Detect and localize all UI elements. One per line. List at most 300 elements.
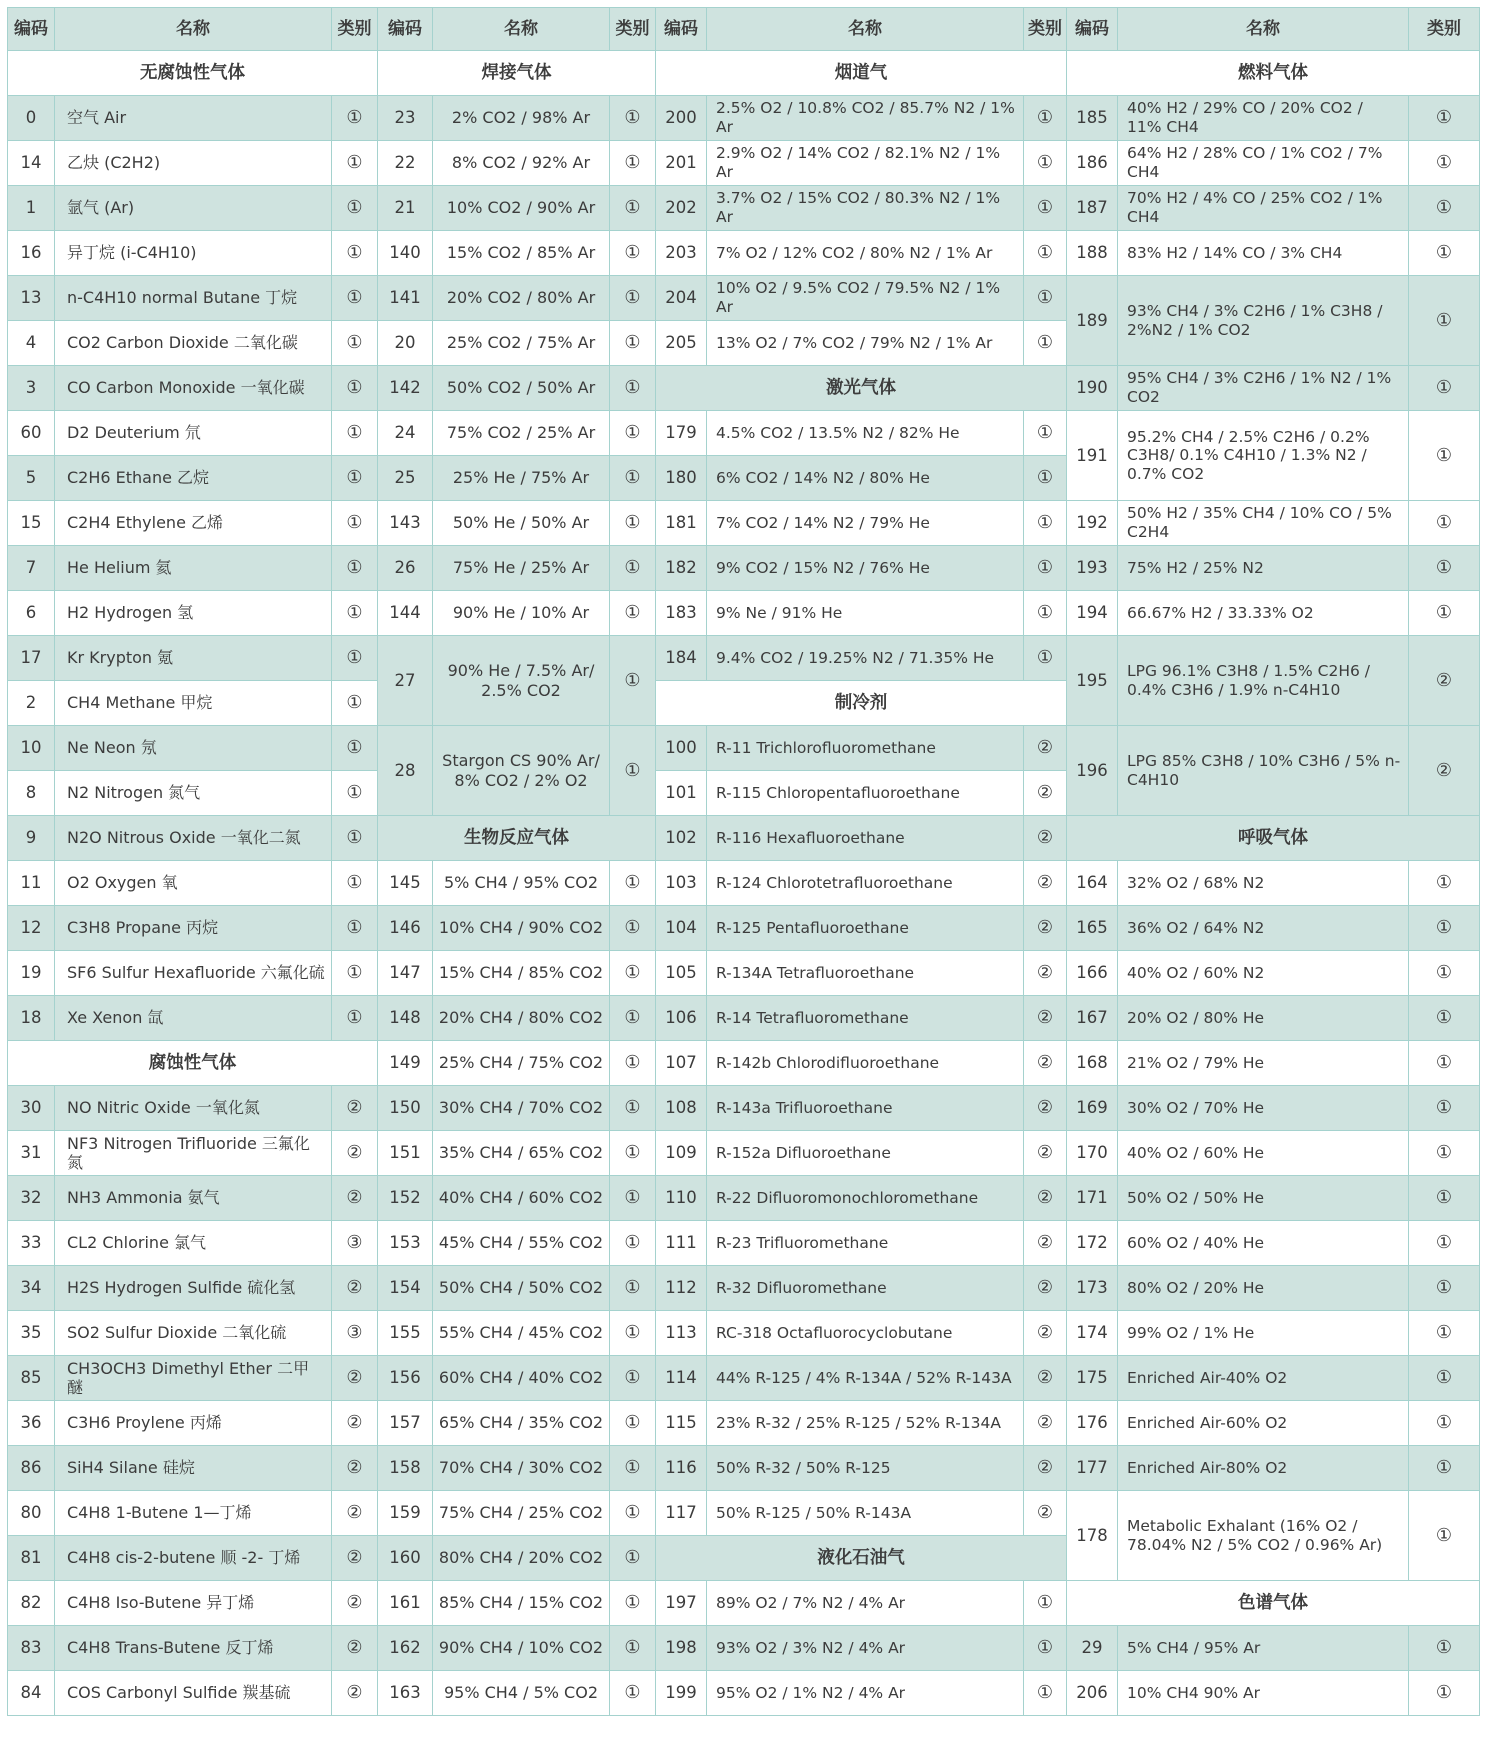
gas-code-table xyxy=(7,7,1480,1716)
name-cell: 5% CH4 / 95% CO2 xyxy=(433,861,609,905)
name-cell: 5% CH4 / 95% Ar xyxy=(1118,1626,1408,1670)
name-cell: 50% CO2 / 50% Ar xyxy=(433,366,609,410)
name-cell: 99% O2 / 1% He xyxy=(1118,1311,1408,1355)
code-cell: 23 xyxy=(378,96,432,140)
code-cell: 21 xyxy=(378,186,432,230)
name-cell: 2% CO2 / 98% Ar xyxy=(433,96,609,140)
name-cell: NO Nitric Oxide 一氧化氮 xyxy=(55,1086,331,1130)
category-badge: ① xyxy=(610,186,655,230)
code-cell: 10 xyxy=(8,726,54,770)
category-badge: ① xyxy=(610,1311,655,1355)
code-cell: 204 xyxy=(656,276,706,320)
code-cell: 113 xyxy=(656,1311,706,1355)
name-cell: 25% He / 75% Ar xyxy=(433,456,609,500)
code-cell: 19 xyxy=(8,951,54,995)
code-cell: 5 xyxy=(8,456,54,500)
category-badge: ① xyxy=(332,366,377,410)
code-cell: 192 xyxy=(1067,501,1117,545)
name-cell: 95.2% CH4 / 2.5% C2H6 / 0.2% C3H8/ 0.1% C4H10 / 1.3% N2 / 0.7% CO2 xyxy=(1118,411,1408,500)
category-badge: ① xyxy=(610,1536,655,1580)
name-cell: 40% O2 / 60% N2 xyxy=(1118,951,1408,995)
column-header-name: 名称 xyxy=(433,8,609,50)
name-cell: 40% H2 / 29% CO / 20% CO2 / 11% CH4 xyxy=(1118,96,1408,140)
name-cell: 83% H2 / 14% CO / 3% CH4 xyxy=(1118,231,1408,275)
category-badge: ① xyxy=(1409,276,1479,365)
name-cell: 35% CH4 / 65% CO2 xyxy=(433,1131,609,1175)
category-badge: ② xyxy=(332,1086,377,1130)
name-cell: 95% CH4 / 5% CO2 xyxy=(433,1671,609,1715)
name-cell: 70% CH4 / 30% CO2 xyxy=(433,1446,609,1490)
code-cell: 198 xyxy=(656,1626,706,1670)
name-cell: CL2 Chlorine 氯气 xyxy=(55,1221,331,1265)
category-badge: ① xyxy=(1409,1671,1479,1715)
name-cell: 20% CH4 / 80% CO2 xyxy=(433,996,609,1040)
code-cell: 203 xyxy=(656,231,706,275)
category-badge: ① xyxy=(1409,1086,1479,1130)
name-cell: 50% H2 / 35% CH4 / 10% CO / 5% C2H4 xyxy=(1118,501,1408,545)
category-badge: ② xyxy=(332,1536,377,1580)
code-cell: 158 xyxy=(378,1446,432,1490)
name-cell: Metabolic Exhalant (16% O2 / 78.04% N2 / 5% CO2 / 0.96% Ar) xyxy=(1118,1491,1408,1580)
category-badge: ② xyxy=(1024,1401,1066,1445)
section-header: 焊接气体 xyxy=(378,51,655,95)
code-cell: 8 xyxy=(8,771,54,815)
category-badge: ① xyxy=(332,141,377,185)
code-cell: 181 xyxy=(656,501,706,545)
category-badge: ① xyxy=(1024,501,1066,545)
name-cell: 65% CH4 / 35% CO2 xyxy=(433,1401,609,1445)
category-badge: ① xyxy=(610,276,655,320)
code-cell: 190 xyxy=(1067,366,1117,410)
category-badge: ① xyxy=(1409,1356,1479,1400)
category-badge: ② xyxy=(332,1131,377,1175)
name-cell: 10% O2 / 9.5% CO2 / 79.5% N2 / 1% Ar xyxy=(707,276,1023,320)
code-cell: 205 xyxy=(656,321,706,365)
code-cell: 105 xyxy=(656,951,706,995)
name-cell: R-124 Chlorotetrafluoroethane xyxy=(707,861,1023,905)
code-cell: 172 xyxy=(1067,1221,1117,1265)
code-cell: 151 xyxy=(378,1131,432,1175)
code-cell: 141 xyxy=(378,276,432,320)
name-cell: Enriched Air-60% O2 xyxy=(1118,1401,1408,1445)
name-cell: 30% CH4 / 70% CO2 xyxy=(433,1086,609,1130)
name-cell: C4H8 cis-2-butene 顺 -2- 丁烯 xyxy=(55,1536,331,1580)
name-cell: 44% R-125 / 4% R-134A / 52% R-143A xyxy=(707,1356,1023,1400)
code-cell: 3 xyxy=(8,366,54,410)
column-header-name: 名称 xyxy=(55,8,331,50)
name-cell: COS Carbonyl Sulfide 羰基硫 xyxy=(55,1671,331,1715)
name-cell: NF3 Nitrogen Trifluoride 三氟化氮 xyxy=(55,1131,331,1175)
category-badge: ① xyxy=(332,996,377,1040)
code-cell: 206 xyxy=(1067,1671,1117,1715)
name-cell: 50% He / 50% Ar xyxy=(433,501,609,545)
code-cell: 60 xyxy=(8,411,54,455)
category-badge: ② xyxy=(1409,726,1479,815)
name-cell: 10% CH4 90% Ar xyxy=(1118,1671,1408,1715)
code-cell: 82 xyxy=(8,1581,54,1625)
code-cell: 165 xyxy=(1067,906,1117,950)
name-cell: 20% O2 / 80% He xyxy=(1118,996,1408,1040)
category-badge: ① xyxy=(332,411,377,455)
category-badge: ① xyxy=(332,636,377,680)
category-badge: ① xyxy=(1409,951,1479,995)
code-cell: 17 xyxy=(8,636,54,680)
category-badge: ② xyxy=(332,1671,377,1715)
code-cell: 16 xyxy=(8,231,54,275)
code-cell: 196 xyxy=(1067,726,1117,815)
code-cell: 115 xyxy=(656,1401,706,1445)
name-cell: 93% O2 / 3% N2 / 4% Ar xyxy=(707,1626,1023,1670)
column-header-category: 类别 xyxy=(332,8,377,50)
code-cell: 152 xyxy=(378,1176,432,1220)
name-cell: SO2 Sulfur Dioxide 二氧化硫 xyxy=(55,1311,331,1355)
category-badge: ① xyxy=(332,681,377,725)
name-cell: R-11 Trichlorofluoromethane xyxy=(707,726,1023,770)
code-cell: 149 xyxy=(378,1041,432,1085)
category-badge: ① xyxy=(610,726,655,815)
category-badge: ① xyxy=(610,1221,655,1265)
category-badge: ③ xyxy=(332,1221,377,1265)
category-badge: ② xyxy=(1024,726,1066,770)
category-badge: ① xyxy=(1409,366,1479,410)
name-cell: C2H4 Ethylene 乙烯 xyxy=(55,501,331,545)
category-badge: ② xyxy=(332,1356,377,1400)
category-badge: ① xyxy=(610,861,655,905)
name-cell: 10% CH4 / 90% CO2 xyxy=(433,906,609,950)
code-cell: 162 xyxy=(378,1626,432,1670)
category-badge: ① xyxy=(1409,96,1479,140)
name-cell: 80% CH4 / 20% CO2 xyxy=(433,1536,609,1580)
code-cell: 86 xyxy=(8,1446,54,1490)
section-header: 烟道气 xyxy=(656,51,1066,95)
code-cell: 114 xyxy=(656,1356,706,1400)
code-cell: 176 xyxy=(1067,1401,1117,1445)
category-badge: ② xyxy=(1024,1131,1066,1175)
name-cell: 2.5% O2 / 10.8% CO2 / 85.7% N2 / 1% Ar xyxy=(707,96,1023,140)
name-cell: 64% H2 / 28% CO / 1% CO2 / 7% CH4 xyxy=(1118,141,1408,185)
gas-table-group-1 xyxy=(8,8,377,1715)
category-badge: ① xyxy=(1409,1041,1479,1085)
category-badge: ① xyxy=(1024,1626,1066,1670)
code-cell: 11 xyxy=(8,861,54,905)
name-cell: 4.5% CO2 / 13.5% N2 / 82% He xyxy=(707,411,1023,455)
code-cell: 161 xyxy=(378,1581,432,1625)
name-cell: 93% CH4 / 3% C2H6 / 1% C3H8 / 2%N2 / 1% CO2 xyxy=(1118,276,1408,365)
name-cell: R-32 Difluoromethane xyxy=(707,1266,1023,1310)
column-header-category: 类别 xyxy=(610,8,655,50)
name-cell: Stargon CS 90% Ar/ 8% CO2 / 2% O2 xyxy=(433,726,609,815)
name-cell: Ne Neon 氖 xyxy=(55,726,331,770)
column-header-category: 类别 xyxy=(1024,8,1066,50)
code-cell: 14 xyxy=(8,141,54,185)
category-badge: ① xyxy=(1024,456,1066,500)
category-badge: ① xyxy=(1409,186,1479,230)
category-badge: ① xyxy=(610,906,655,950)
category-badge: ② xyxy=(1024,861,1066,905)
category-badge: ① xyxy=(332,816,377,860)
name-cell: 40% CH4 / 60% CO2 xyxy=(433,1176,609,1220)
name-cell: 66.67% H2 / 33.33% O2 xyxy=(1118,591,1408,635)
name-cell: 85% CH4 / 15% CO2 xyxy=(433,1581,609,1625)
category-badge: ① xyxy=(332,726,377,770)
category-badge: ① xyxy=(332,321,377,365)
code-cell: 199 xyxy=(656,1671,706,1715)
category-badge: ① xyxy=(1409,1491,1479,1580)
name-cell: 90% He / 7.5% Ar/ 2.5% CO2 xyxy=(433,636,609,725)
name-cell: RC-318 Octafluorocyclobutane xyxy=(707,1311,1023,1355)
category-badge: ① xyxy=(332,231,377,275)
name-cell: CO2 Carbon Dioxide 二氧化碳 xyxy=(55,321,331,365)
name-cell: He Helium 氦 xyxy=(55,546,331,590)
name-cell: 7% O2 / 12% CO2 / 80% N2 / 1% Ar xyxy=(707,231,1023,275)
name-cell: SiH4 Silane 硅烷 xyxy=(55,1446,331,1490)
name-cell: 40% O2 / 60% He xyxy=(1118,1131,1408,1175)
name-cell: 50% R-32 / 50% R-125 xyxy=(707,1446,1023,1490)
column-header-name: 名称 xyxy=(1118,8,1408,50)
code-cell: 0 xyxy=(8,96,54,140)
code-cell: 173 xyxy=(1067,1266,1117,1310)
code-cell: 189 xyxy=(1067,276,1117,365)
name-cell: 95% CH4 / 3% C2H6 / 1% N2 / 1% CO2 xyxy=(1118,366,1408,410)
name-cell: 80% O2 / 20% He xyxy=(1118,1266,1408,1310)
name-cell: 25% CH4 / 75% CO2 xyxy=(433,1041,609,1085)
code-cell: 177 xyxy=(1067,1446,1117,1490)
code-cell: 112 xyxy=(656,1266,706,1310)
name-cell: 75% CO2 / 25% Ar xyxy=(433,411,609,455)
column-header-name: 名称 xyxy=(707,8,1023,50)
name-cell: 90% CH4 / 10% CO2 xyxy=(433,1626,609,1670)
category-badge: ① xyxy=(332,186,377,230)
category-badge: ① xyxy=(332,906,377,950)
category-badge: ① xyxy=(610,456,655,500)
category-badge: ① xyxy=(610,501,655,545)
name-cell: 95% O2 / 1% N2 / 4% Ar xyxy=(707,1671,1023,1715)
name-cell: CH3OCH3 Dimethyl Ether 二甲醚 xyxy=(55,1356,331,1400)
name-cell: 15% CH4 / 85% CO2 xyxy=(433,951,609,995)
code-cell: 188 xyxy=(1067,231,1117,275)
category-badge: ② xyxy=(332,1176,377,1220)
category-badge: ① xyxy=(1024,591,1066,635)
category-badge: ① xyxy=(1409,231,1479,275)
code-cell: 30 xyxy=(8,1086,54,1130)
code-cell: 175 xyxy=(1067,1356,1117,1400)
name-cell: 9% CO2 / 15% N2 / 76% He xyxy=(707,546,1023,590)
category-badge: ① xyxy=(332,546,377,590)
code-cell: 25 xyxy=(378,456,432,500)
code-cell: 29 xyxy=(1067,1626,1117,1670)
code-cell: 184 xyxy=(656,636,706,680)
code-cell: 31 xyxy=(8,1131,54,1175)
code-cell: 180 xyxy=(656,456,706,500)
section-header: 呼吸气体 xyxy=(1067,816,1479,860)
category-badge: ① xyxy=(610,546,655,590)
code-cell: 34 xyxy=(8,1266,54,1310)
category-badge: ① xyxy=(1024,321,1066,365)
name-cell: D2 Deuterium 氘 xyxy=(55,411,331,455)
code-cell: 153 xyxy=(378,1221,432,1265)
name-cell: 9% Ne / 91% He xyxy=(707,591,1023,635)
code-cell: 106 xyxy=(656,996,706,1040)
category-badge: ① xyxy=(1024,636,1066,680)
category-badge: ① xyxy=(1409,411,1479,500)
category-badge: ① xyxy=(610,1086,655,1130)
code-cell: 83 xyxy=(8,1626,54,1670)
category-badge: ① xyxy=(610,1176,655,1220)
category-badge: ② xyxy=(1024,1041,1066,1085)
category-badge: ① xyxy=(1409,1626,1479,1670)
category-badge: ① xyxy=(1409,1401,1479,1445)
name-cell: C4H8 Trans-Butene 反丁烯 xyxy=(55,1626,331,1670)
code-cell: 163 xyxy=(378,1671,432,1715)
name-cell: 异丁烷 (i-C4H10) xyxy=(55,231,331,275)
code-cell: 147 xyxy=(378,951,432,995)
code-cell: 85 xyxy=(8,1356,54,1400)
name-cell: 9.4% CO2 / 19.25% N2 / 71.35% He xyxy=(707,636,1023,680)
category-badge: ① xyxy=(610,321,655,365)
name-cell: C3H6 Proylene 丙烯 xyxy=(55,1401,331,1445)
category-badge: ② xyxy=(1024,906,1066,950)
name-cell: C4H8 Iso-Butene 异丁烯 xyxy=(55,1581,331,1625)
category-badge: ① xyxy=(610,411,655,455)
name-cell: 21% O2 / 79% He xyxy=(1118,1041,1408,1085)
category-badge: ① xyxy=(1409,1266,1479,1310)
code-cell: 159 xyxy=(378,1491,432,1535)
category-badge: ② xyxy=(332,1626,377,1670)
code-cell: 171 xyxy=(1067,1176,1117,1220)
category-badge: ① xyxy=(610,1266,655,1310)
category-badge: ① xyxy=(1024,96,1066,140)
category-badge: ② xyxy=(332,1446,377,1490)
code-cell: 6 xyxy=(8,591,54,635)
name-cell: 55% CH4 / 45% CO2 xyxy=(433,1311,609,1355)
name-cell: 75% CH4 / 25% CO2 xyxy=(433,1491,609,1535)
name-cell: 23% R-32 / 25% R-125 / 52% R-134A xyxy=(707,1401,1023,1445)
name-cell: R-115 Chloropentafluoroethane xyxy=(707,771,1023,815)
section-header: 制冷剂 xyxy=(656,681,1066,725)
name-cell: Kr Krypton 氪 xyxy=(55,636,331,680)
category-badge: ① xyxy=(1024,1671,1066,1715)
code-cell: 28 xyxy=(378,726,432,815)
category-badge: ① xyxy=(610,141,655,185)
category-badge: ① xyxy=(1409,996,1479,1040)
name-cell: 45% CH4 / 55% CO2 xyxy=(433,1221,609,1265)
name-cell: 60% CH4 / 40% CO2 xyxy=(433,1356,609,1400)
code-cell: 33 xyxy=(8,1221,54,1265)
code-cell: 107 xyxy=(656,1041,706,1085)
code-cell: 202 xyxy=(656,186,706,230)
category-badge: ① xyxy=(610,1401,655,1445)
name-cell: R-14 Tetrafluoromethane xyxy=(707,996,1023,1040)
code-cell: 186 xyxy=(1067,141,1117,185)
category-badge: ① xyxy=(332,771,377,815)
name-cell: H2S Hydrogen Sulfide 硫化氢 xyxy=(55,1266,331,1310)
category-badge: ① xyxy=(1409,141,1479,185)
code-cell: 9 xyxy=(8,816,54,860)
code-cell: 18 xyxy=(8,996,54,1040)
category-badge: ② xyxy=(1024,771,1066,815)
code-cell: 36 xyxy=(8,1401,54,1445)
name-cell: R-134A Tetrafluoroethane xyxy=(707,951,1023,995)
code-cell: 84 xyxy=(8,1671,54,1715)
name-cell: 32% O2 / 68% N2 xyxy=(1118,861,1408,905)
category-badge: ② xyxy=(1024,1176,1066,1220)
name-cell: 70% H2 / 4% CO / 25% CO2 / 1% CH4 xyxy=(1118,186,1408,230)
category-badge: ① xyxy=(1409,861,1479,905)
category-badge: ① xyxy=(1409,546,1479,590)
category-badge: ① xyxy=(1024,1581,1066,1625)
name-cell: R-152a Difluoroethane xyxy=(707,1131,1023,1175)
name-cell: 50% O2 / 50% He xyxy=(1118,1176,1408,1220)
code-cell: 110 xyxy=(656,1176,706,1220)
gas-table-group-2 xyxy=(378,8,655,1715)
code-cell: 170 xyxy=(1067,1131,1117,1175)
code-cell: 102 xyxy=(656,816,706,860)
code-cell: 183 xyxy=(656,591,706,635)
name-cell: 6% CO2 / 14% N2 / 80% He xyxy=(707,456,1023,500)
name-cell: H2 Hydrogen 氢 xyxy=(55,591,331,635)
category-badge: ① xyxy=(1024,276,1066,320)
name-cell: R-116 Hexafluoroethane xyxy=(707,816,1023,860)
code-cell: 20 xyxy=(378,321,432,365)
code-cell: 117 xyxy=(656,1491,706,1535)
code-cell: 194 xyxy=(1067,591,1117,635)
category-badge: ① xyxy=(610,1581,655,1625)
name-cell: N2O Nitrous Oxide 一氧化二氮 xyxy=(55,816,331,860)
name-cell: R-143a Trifluoroethane xyxy=(707,1086,1023,1130)
code-cell: 187 xyxy=(1067,186,1117,230)
code-cell: 166 xyxy=(1067,951,1117,995)
code-cell: 200 xyxy=(656,96,706,140)
category-badge: ② xyxy=(332,1401,377,1445)
code-cell: 168 xyxy=(1067,1041,1117,1085)
name-cell: 空气 Air xyxy=(55,96,331,140)
code-cell: 144 xyxy=(378,591,432,635)
category-badge: ② xyxy=(332,1266,377,1310)
category-badge: ① xyxy=(610,951,655,995)
column-header-code: 编码 xyxy=(1067,8,1117,50)
category-badge: ① xyxy=(610,1041,655,1085)
name-cell: R-22 Difluoromonochloromethane xyxy=(707,1176,1023,1220)
code-cell: 35 xyxy=(8,1311,54,1355)
gas-table-group-4 xyxy=(1067,8,1479,1715)
name-cell: CH4 Methane 甲烷 xyxy=(55,681,331,725)
category-badge: ① xyxy=(332,96,377,140)
category-badge: ① xyxy=(610,366,655,410)
code-cell: 160 xyxy=(378,1536,432,1580)
code-cell: 201 xyxy=(656,141,706,185)
name-cell: 30% O2 / 70% He xyxy=(1118,1086,1408,1130)
name-cell: 氩气 (Ar) xyxy=(55,186,331,230)
code-cell: 146 xyxy=(378,906,432,950)
code-cell: 26 xyxy=(378,546,432,590)
code-cell: 145 xyxy=(378,861,432,905)
category-badge: ① xyxy=(610,1446,655,1490)
name-cell: O2 Oxygen 氧 xyxy=(55,861,331,905)
category-badge: ② xyxy=(1024,1266,1066,1310)
code-cell: 143 xyxy=(378,501,432,545)
name-cell: 3.7% O2 / 15% CO2 / 80.3% N2 / 1% Ar xyxy=(707,186,1023,230)
category-badge: ② xyxy=(1024,951,1066,995)
code-cell: 116 xyxy=(656,1446,706,1490)
name-cell: 75% H2 / 25% N2 xyxy=(1118,546,1408,590)
category-badge: ② xyxy=(1024,1221,1066,1265)
code-cell: 7 xyxy=(8,546,54,590)
category-badge: ① xyxy=(610,996,655,1040)
name-cell: 36% O2 / 64% N2 xyxy=(1118,906,1408,950)
name-cell: 20% CO2 / 80% Ar xyxy=(433,276,609,320)
name-cell: 15% CO2 / 85% Ar xyxy=(433,231,609,275)
name-cell: 25% CO2 / 75% Ar xyxy=(433,321,609,365)
